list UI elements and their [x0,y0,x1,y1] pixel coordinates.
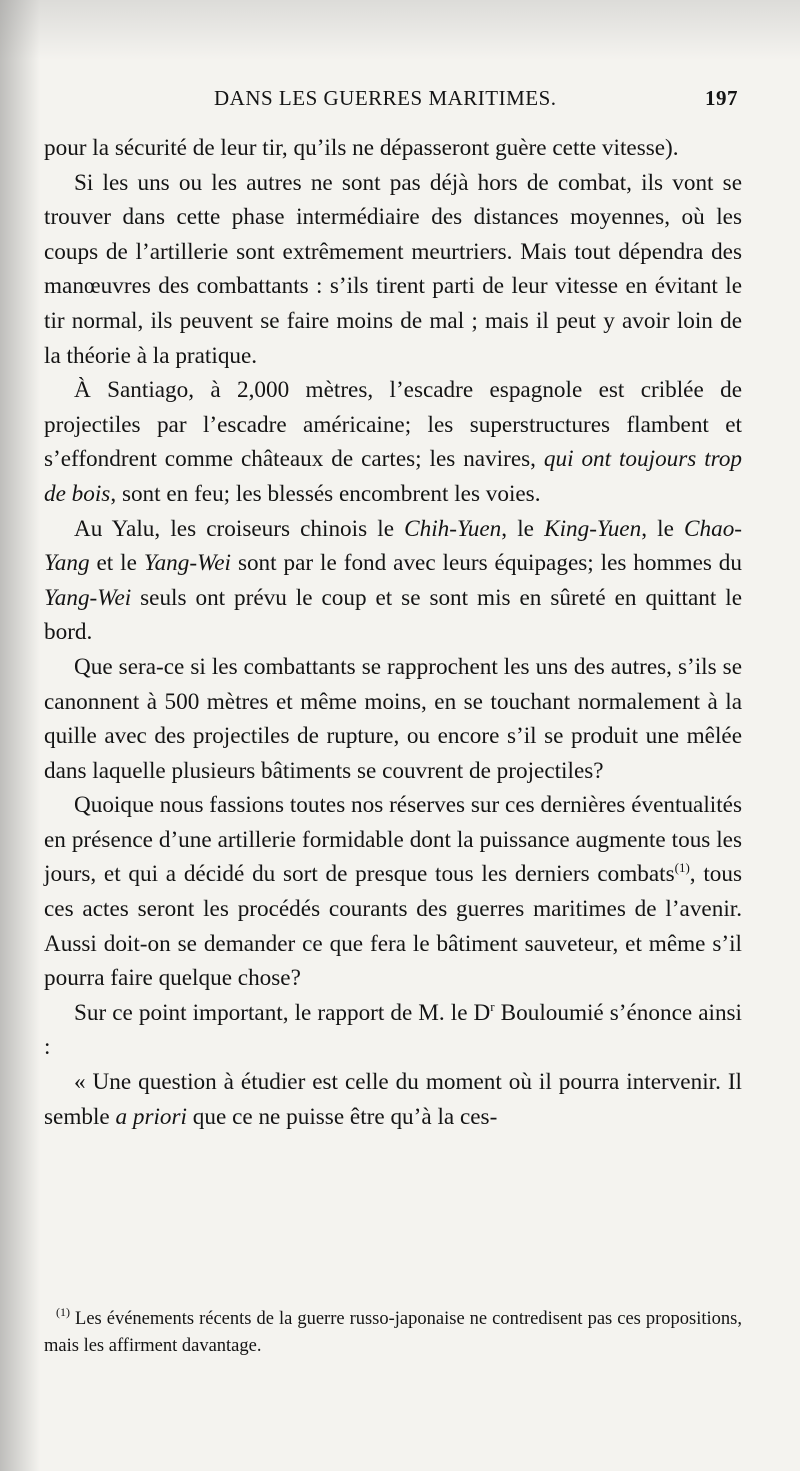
scan-shadow-left [0,0,40,1471]
paragraph-1: pour la sécurité de leur tir, qu’ils ne dépasseront guère cette vitesse). [44,135,679,161]
page-header [40,86,740,116]
paragraph-7: Sur ce point important, le rapport de M. le $D^r$ Bouloumié s’énonce ainsi : [44,998,743,1061]
paragraph-4: Au Yalu, les croiseurs chinois le Chih-Yuen, le King-Yuen, le Chao-Yang et le Yang-Wei sont par le fond avec leurs équipages; les hommes du Yang-Wei seuls ont prévu le coup et se sont mis en sûreté en quittant le bord. [44,515,743,646]
running-title: DANS LES GUERRES MARITIMES. [214,86,557,110]
footnote-mark: (1) [56,1305,70,1319]
paragraph-2: Si les uns ou les autres ne sont pas déjà hors de combat, ils vont se trouver dans cette phase intermédiaire des distances moyennes, où les coups de l’artillerie sont extrêmement meurtriers. Mais tout dépendra des manœuvres des combattants : s’ils tirent parti de leur vitesse en évitant le tir normal, ils peuvent se faire moins de mal ; mais il peut y avoir loin de la théorie à la pratique. [44,169,742,369]
paragraph-3: À Santiago, à 2,000 mètres, l’escadre espagnole est criblée de projectiles par l’escadre américaine; les superstructures flambent et s’effondrent comme châteaux de cartes; les navires, qui ont toujours trop de bois, sont en feu; les blessés encombrent les voies. [44,377,743,507]
ship-name: Chih-Yuen [404,515,502,542]
footnote [44,1306,742,1360]
paragraph-6: Quoique nous fassions toutes nos réserves sur ces dernières éventualités en présence d’une artillerie formidable dont la puissance augmente tous les jours, et qui a décidé du sort de presque tous les derniers combats$^{(1)}$, tous ces actes seront les procédés courants des guerres maritimes de l’avenir. Aussi doit-on se demander ce que fera le bâtiment sauveteur, et même s’il pourra faire quelque chose? [44,792,742,992]
paragraph-8: « Une question à étudier est celle du moment où il pourra intervenir. Il semble a priori que ce ne puisse être qu’à la ces- [44,1069,742,1130]
body-text [44,131,742,1134]
paragraph-5: Que sera-ce si les combattants se rapprochent les uns des autres, s’ils se canonnent à 500 mètres et même moins, en se touchant normalement à la quille avec des projectiles de rupture, ou encore s’il se produit une mêlée dans laquelle plusieurs bâtiments se couvrent de projectiles? [44,653,742,784]
footnote-reference: (1) [674,860,690,876]
scan-shadow-top [0,0,800,60]
ship-name: Yang-Wei [44,584,132,611]
page-number: 197 [705,86,738,110]
ship-name: King-Yuen [544,515,642,542]
ship-name: Chao-Yang [44,515,743,577]
ship-name: Yang-Wei [143,550,232,577]
footnote-text: Les événements récents de la guerre russo-japonaise ne contredisent pas ces propositions, mais les affirment davantage. [44,1309,742,1356]
